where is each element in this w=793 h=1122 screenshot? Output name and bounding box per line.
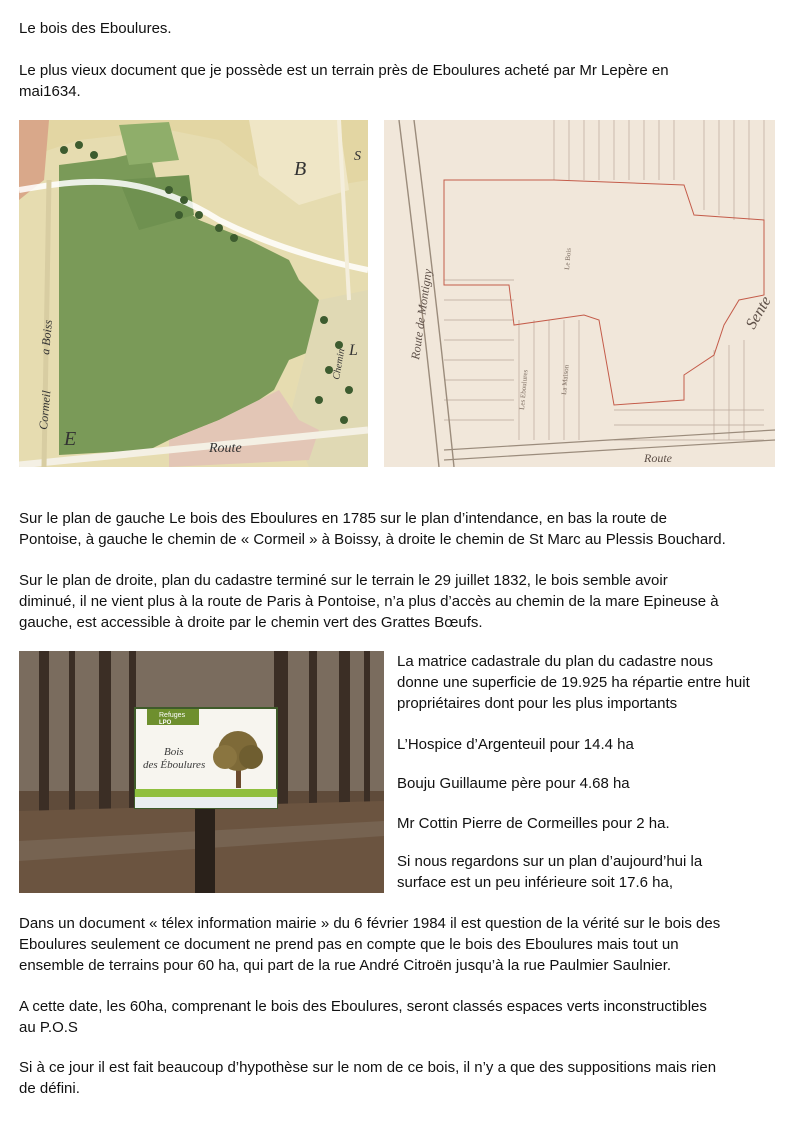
map-label-bottom: Route [644,451,672,465]
sign-title-line1: Bois [164,746,184,758]
matrice-line: propriétaires dont pour les plus importants [397,695,678,712]
map-label-le-bois: Le Bois [563,247,573,271]
map-1832-cadastre-image [384,120,775,467]
map-label-b: B [294,158,307,180]
map-label-route: Route [209,441,242,456]
paragraph-line: Dans un document « télex information mairie » du 6 février 1984 il est question de la vérité sur le bois des [19,915,721,932]
sign-brand-line1: Refuges [159,712,186,719]
photo-bois-des-eboulures-sign [19,651,384,893]
today-line: surface est un peu inférieure soit 17.6 ha, [397,874,674,891]
paragraph-line: diminué, il ne vient plus à la route de Paris à Pontoise, n’a plus d’accès au chemin de la mare Epineuse à [19,593,719,610]
map-label-cormeil: Cormeil [36,389,54,431]
map-1785-image [19,120,368,467]
page-title: Le bois des Eboulures. [19,20,172,37]
intro-line: Le plus vieux document que je possède est un terrain près de Eboulures acheté par Mr Lepère en [19,62,669,79]
paragraph-line: Sur le plan de droite, plan du cadastre terminé sur le terrain le 29 juillet 1832, le bois semble avoir [19,572,668,589]
owner-cottin: Mr Cottin Pierre de Cormeilles pour 2 ha. [397,815,670,832]
sign-brand-line2: LPO [159,720,172,726]
map-label-l: L [349,342,358,359]
map-label-small: La Maison [560,364,571,396]
paragraph-line: Eboulures seulement ce document ne prend pas en compte que le bois des Eboulures mais tout un [19,936,679,953]
owner-bouju: Bouju Guillaume père pour 4.68 ha [397,775,630,792]
map-label-a-boiss: a Boiss [38,319,56,356]
paragraph-line: A cette date, les 60ha, comprenant le bois des Eboulures, seront classés espaces verts inconstructibles [19,998,707,1015]
paragraph-line: gauche, est accessible à droite par le chemin vert des Grattes Bœufs. [19,614,483,631]
map-label-route-montigny: Route de Montigny [408,268,435,361]
sign-title-line2: des Éboulures [143,759,206,771]
map-label-e: E [64,428,77,450]
paragraph-line: Pontoise, à gauche le chemin de « Cormeil » à Boissy, à droite le chemin de St Marc au Plessis Bouchard. [19,531,726,548]
map-label-sente: Sente [742,293,775,332]
owner-hospice: L’Hospice d’Argenteuil pour 14.4 ha [397,736,634,753]
paragraph-line: au P.O.S [19,1019,78,1036]
paragraph-line: de défini. [19,1080,80,1097]
matrice-line: donne une superficie de 19.925 ha répartie entre huit [397,674,750,691]
map-label-les-eboulures: Les Eboulures [518,369,530,411]
intro-line: mai1634. [19,83,81,100]
matrice-line: La matrice cadastrale du plan du cadastre nous [397,653,714,670]
map-label-s: S [354,149,361,164]
map-label-chemin: Chemin [331,347,348,381]
paragraph-line: Si à ce jour il est fait beaucoup d’hypothèse sur le nom de ce bois, il n’y a que des suppositions mais rien [19,1059,717,1076]
paragraph-line: Sur le plan de gauche Le bois des Eboulures en 1785 sur le plan d’intendance, en bas la route de [19,510,667,527]
paragraph-line: ensemble de terrains pour 60 ha, qui part de la rue André Citroën jusqu’à la rue Paulmier Saulnier. [19,957,672,974]
today-line: Si nous regardons sur un plan d’aujourd’hui la [397,853,703,870]
